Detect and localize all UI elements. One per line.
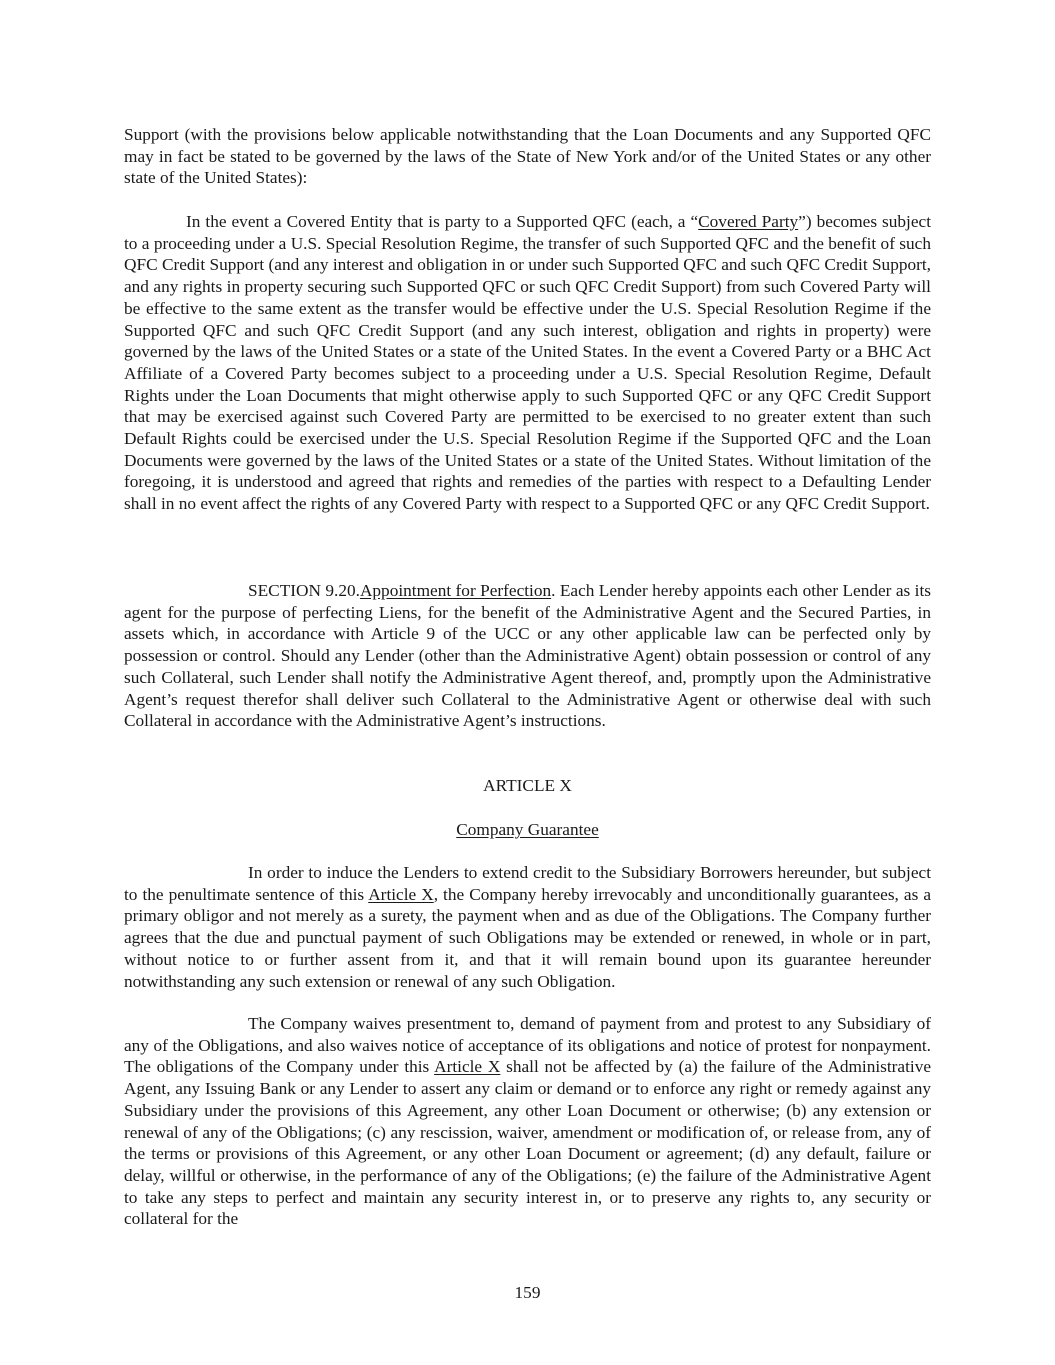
paragraph-text: , the Company hereby irrevocably and unconditionally guarantees, as a primary obligor and not merely as a surety, the payment when and as due of the Obligations. The Company further agrees that the due and punctual payment of such Obligations may be extended or renewed, in whole or in part, without notice to or further assent from it, and that it will remain bound upon its guarantee hereunder notwithstanding any such extension or renewal of any such Obligation. [124,884,931,991]
paragraph-text: The Company waives presentment to, demand of payment from and protest to any Subsidiary of any of the Obligations, and also waives notice of acceptance of its obligations and notice of protest for nonpayment. The obligations of the Company under this [124,1014,931,1077]
article-title: ARTICLE X [483,776,572,795]
paragraph-guarantee [124,862,931,992]
article-subtitle-text: Company Guarantee [456,820,599,839]
article-reference: Article X [368,884,434,904]
paragraph-text: In order to induce the Lenders to extend credit to the Subsidiary Borrowers hereunder, but subject to the penultimate sentence of this [124,863,931,904]
paragraph-text: . Each Lender hereby appoints each other Lender as its agent for the purpose of perfecting Liens, for the benefit of the Administrative Agent and the Secured Parties, in assets which, in accordance with Article 9 of the UCC or any other applicable law can be perfected only by possession or control. Should any Lender (other than the Administrative Agent) obtain possession or control of any such Collateral, such Lender shall notify the Administrative Agent thereof, and, promptly upon the Administrative Agent’s request therefor shall deliver such Collateral to the Administrative Agent or otherwise deal with such Collateral in accordance with the Administrative Agent’s instructions. [124,581,931,731]
defined-term-covered-party: Covered Party [698,212,799,231]
paragraph-text: ”) becomes subject to a proceeding under a U.S. Special Resolution Regime, the transfer of such Supported QFC and the benefit of such QFC Credit Support (and any interest and obligation in or under such Supported QFC and such QFC Credit Support, and any rights in property securing such Supported QFC or such QFC Credit Support) from such Covered Party will be effective to the same extent as the transfer would be effective under the U.S. Special Resolution Regime if the Supported QFC and such QFC Credit Support (and any such interest, obligation and rights in property) were governed by the laws of the United States or a state of the United States. In the event a Covered Party or a BHC Act Affiliate of a Covered Party becomes subject to a proceeding under a U.S. Special Resolution Regime, Default Rights under the Loan Documents that might otherwise apply to such Supported QFC or any QFC Credit Support that may be exercised against such Covered Party are permitted to be exercised to no greater extent than such Default Rights could be exercised under the U.S. Special Resolution Regime if the Supported QFC and the Loan Documents were governed by the laws of the United States or a state of the United States. Without limitation of the foregoing, it is understood and agreed that rights and remedies of the parties with respect to a Defaulting Lender shall in no event affect the rights of any Covered Party with respect to a Supported QFC or any QFC Credit Support. [124,212,932,514]
article-reference: Article X [434,1057,501,1077]
paragraph-waiver [124,1013,931,1230]
paragraph-text: Support (with the provisions below applicable notwithstanding that the Loan Documents and any Supported QFC may in fact be stated to be governed by the laws of the State of New York and/or of the United States or any other state of the United States): [124,125,931,188]
paragraph-text: In the event a Covered Entity that is party to a Supported QFC (each, a “ [186,212,699,231]
article-subtitle [124,819,931,841]
paragraph-covered-party [124,211,931,515]
paragraph-text: shall not be affected by (a) the failure of the Administrative Agent, any Issuing Bank or any Lender to assert any claim or demand or to enforce any right or remedy against any Subsidiary under the provisions of this Agreement, any other Loan Document or otherwise; (b) any extension or renewal of any of the Obligations; (c) any rescission, waiver, amendment or modification of, or release from, any of the terms or provisions of this Agreement, or any other Loan Document or agreement; (d) any default, failure or delay, willful or otherwise, in the performance of any of the Obligations; (e) the failure of the Administrative Agent to take any steps to perfect and maintain any security interest in, or to preserve any rights to, any security or collateral for the [124,1057,932,1229]
paragraph-qfc-intro [124,124,931,189]
section-heading: Appointment for Perfection [359,581,552,600]
section-9-20-paragraph [124,580,931,732]
section-number: SECTION 9.20. [248,581,360,600]
page-number: 159 [514,1283,541,1302]
